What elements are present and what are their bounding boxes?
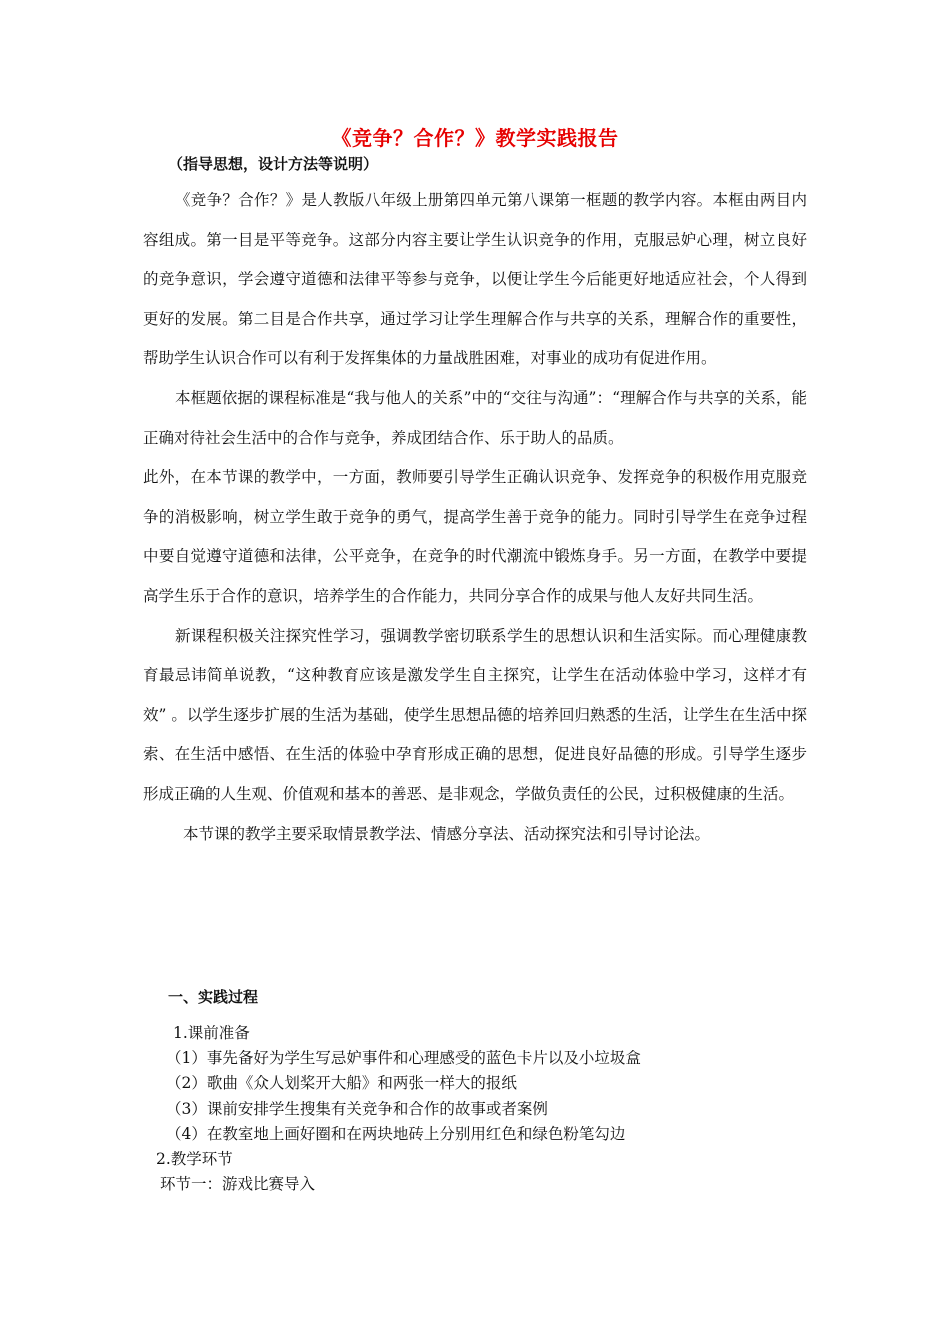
paragraph-teaching-methods: 本节课的教学主要采取情景教学法、情感分享法、活动探究法和引导讨论法。 xyxy=(183,824,711,843)
paragraph-additionally: 此外，在本节课的教学中，一方面，教师要引导学生正确认识竞争、发挥竞争的积极作用克服竞争的消极影响，树立学生敢于竞争的勇气，提高学生善于竞争的能力。同时引导学生在竞争过程中要自觉遵守道德和法律，公平竞争，在竞争的时代潮流中锻炼身手。另一方面，在教学中要提高学生乐于合作的意识，培养学生的合作能力，共同分享合作的成果与他人友好共同生活。 xyxy=(143,468,807,605)
list-item: 环节一：游戏比赛导入 xyxy=(160,1175,316,1194)
list-item: （1）事先备好为学生写忌妒事件和心理感受的蓝色卡片以及小垃圾盒 xyxy=(166,1049,641,1068)
list-item: 1.课前准备 xyxy=(173,1024,250,1042)
practice-list xyxy=(0,1021,950,1197)
list-item: （3）课前安排学生搜集有关竞争和合作的故事或者案例 xyxy=(166,1099,548,1118)
list-item: （4）在教室地上画好圈和在两块地砖上分别用红色和绿色粉笔勾边 xyxy=(166,1124,626,1143)
list-item: （2）歌曲《众人划桨开大船》和两张一样大的报纸 xyxy=(166,1074,517,1093)
list-item: 2.教学环节 xyxy=(156,1150,233,1169)
document-title: 《竞争？合作？》教学实践报告 xyxy=(331,126,619,150)
document-body xyxy=(143,181,807,854)
paragraph-curriculum-standard: 本框题依据的课程标准是“我与他人的关系”中的“交往与沟通”：“理解合作与共享的关系，能正确对待社会生活中的合作与竞争，养成团结合作、乐于助人的品质。 xyxy=(143,388,807,447)
section-heading-practice-process: 一、实践过程 xyxy=(168,988,259,1006)
paragraph-new-curriculum: 新课程积极关注探究性学习，强调教学密切联系学生的思想认识和生活实际。而心理健康教育最忌讳简单说教，“这种教育应该是激发学生自主探究，让学生在活动体验中学习，这样才有效” 。以学生逐步扩展的生活为基础，使学生思想品德的培养回归熟悉的生活，让学生在生活中探索、在生活中感悟、在生活的体验中孕育形成正确的思想，促进良好品德的形成。引导学生逐步形成正确的人生观、价值观和基本的善恶、是非观念，学做负责任的公民，过积极健康的生活。 xyxy=(143,626,807,803)
document-subtitle: （指导思想，设计方法等说明） xyxy=(168,155,379,173)
paragraph-intro: 《竞争？合作？》是人教版八年级上册第四单元第八课第一框题的教学内容。本框由两目内容组成。第一目是平等竞争。这部分内容主要让学生认识竞争的作用，克服忌妒心理，树立良好的竞争意识，学会遵守道德和法律平等参与竞争，以便让学生今后能更好地适应社会，个人得到更好的发展。第二目是合作共享，通过学习让学生理解合作与共享的关系，理解合作的重要性，帮助学生认识合作可以有利于发挥集体的力量战胜困难，对事业的成功有促进作用。 xyxy=(143,191,807,368)
